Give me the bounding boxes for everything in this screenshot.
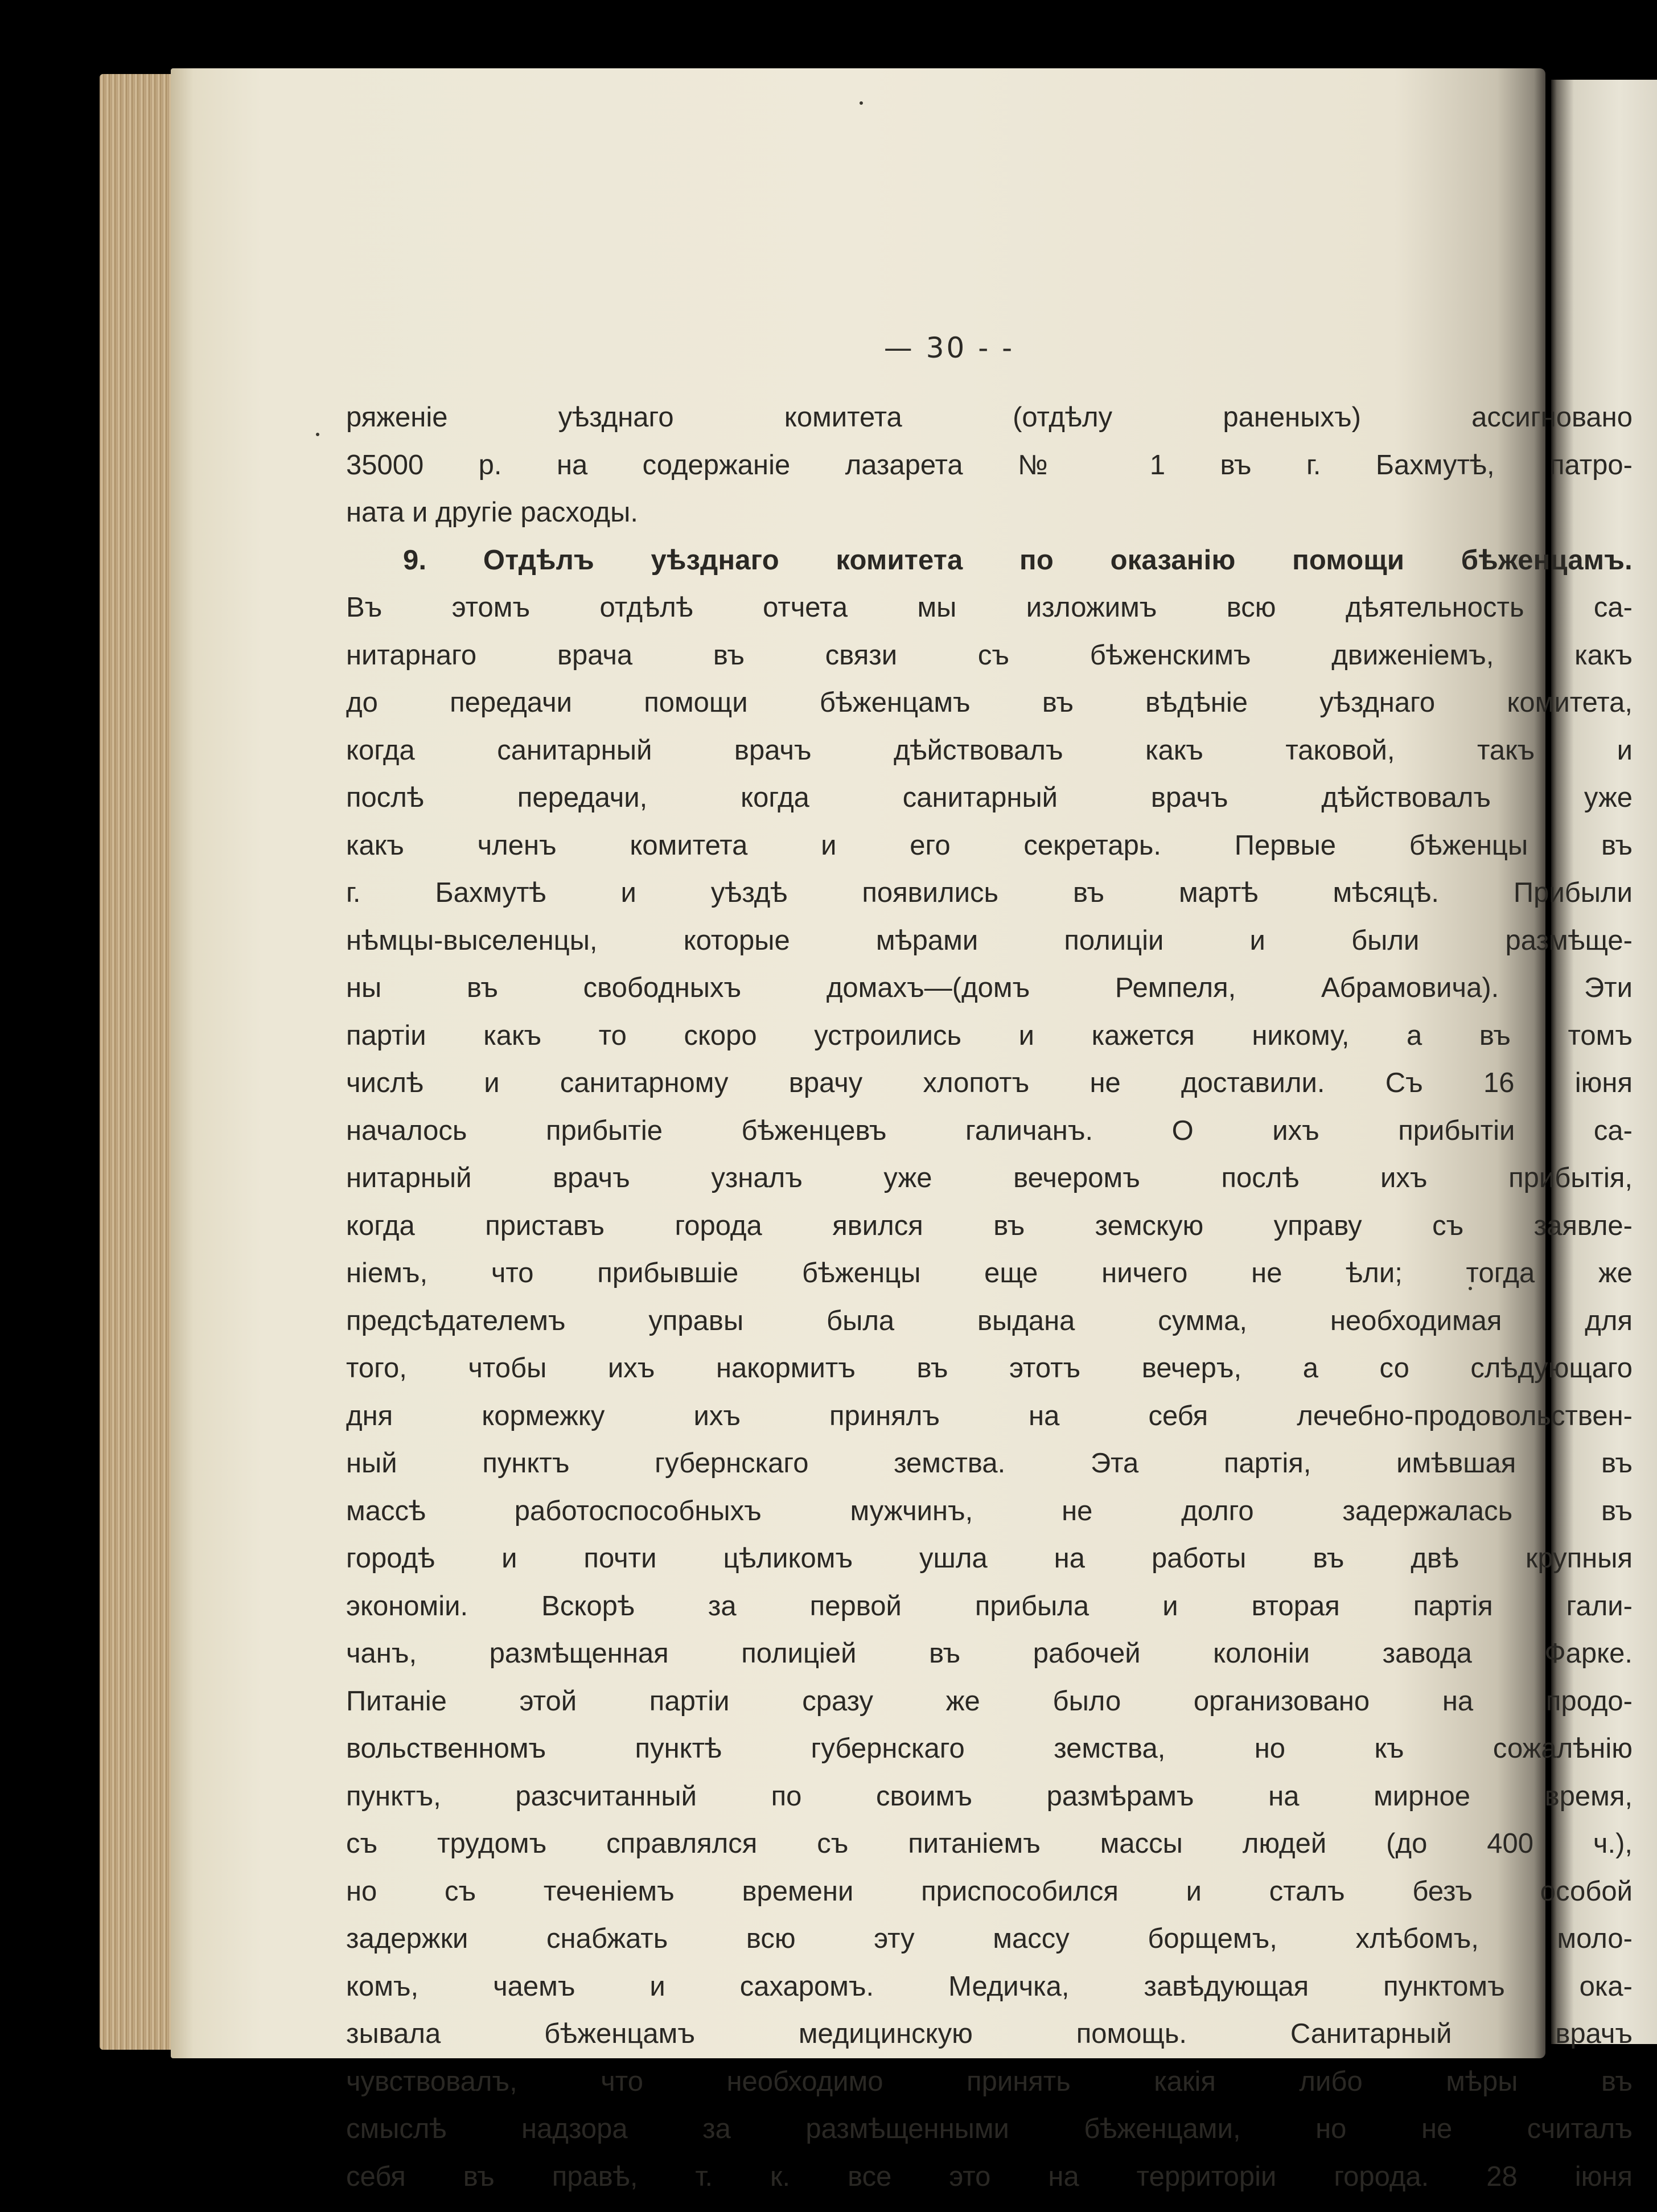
text-line: когда приставъ города явился въ земскую управу съ заявле- (346, 1210, 1633, 1241)
text-line: ряженіе уѣзднаго комитета (отдѣлу раненыхъ) ассигновано (346, 402, 1633, 433)
text-line: партіи какъ то скоро устроились и кажется никому, а въ томъ (346, 1020, 1633, 1051)
text-line: зывала бѣженцамъ медицинскую помощь. Санитарный врачъ (346, 2018, 1633, 2049)
text-line: какъ членъ комитета и его секретарь. Первые бѣженцы въ (346, 830, 1633, 861)
margin-mark (316, 433, 319, 436)
text-line: началось прибытіе бѣженцевъ галичанъ. О ихъ прибытіи са- (346, 1115, 1633, 1146)
text-line: нитарнаго врача въ связи съ бѣженскимъ движеніемъ, какъ (346, 639, 1633, 671)
text-line: Питаніе этой партіи сразу же было организовано на продо- (346, 1685, 1633, 1717)
text-line: городѣ и почти цѣликомъ ушла на работы въ двѣ крупныя (346, 1543, 1633, 1574)
text-line: но съ теченіемъ времени приспособился и сталъ безъ особой (346, 1876, 1633, 1907)
text-line: смыслѣ надзора за размѣщенными бѣженцами, но не считалъ (346, 2113, 1633, 2144)
text-line: ната и другіе расходы. (346, 497, 638, 528)
paper-speck (860, 101, 863, 105)
page-number: — 30 - - (883, 331, 1015, 364)
section-heading: 9. Отдѣлъ уѣзднаго комитета по оказанію помощи бѣженцамъ. (403, 544, 1633, 576)
text-line: 35000 р. на содержаніе лазарета № 1 въ г. Бахмутѣ, патро- (346, 449, 1633, 481)
text-line: пунктъ, разсчитанный по своимъ размѣрамъ на мирное время, (346, 1780, 1633, 1812)
text-line: послѣ передачи, когда санитарный врачъ дѣйствовалъ уже (346, 782, 1633, 813)
text-line: съ трудомъ справлялся съ питаніемъ массы людей (до 400 ч.), (346, 1828, 1633, 1859)
text-line: массѣ работоспособныхъ мужчинъ, не долго задержалась въ (346, 1495, 1633, 1526)
text-line: того, чтобы ихъ накормитъ въ этотъ вечеръ, а со слѣдующаго (346, 1353, 1633, 1384)
text-line: нѣмцы-выселенцы, которые мѣрами полиціи и были размѣще- (346, 925, 1633, 956)
text-line: г. Бахмутѣ и уѣздѣ появились въ мартѣ мѣсяцѣ. Прибыли (346, 877, 1633, 908)
text-line: задержки снабжать всю эту массу борщемъ, хлѣбомъ, моло- (346, 1923, 1633, 1954)
text-line: комъ, чаемъ и сахаромъ. Медичка, завѣдующая пунктомъ ока- (346, 1971, 1633, 2002)
text-line: предсѣдателемъ управы была выдана сумма, необходимая для (346, 1305, 1633, 1336)
text-line: Въ этомъ отдѣлѣ отчета мы изложимъ всю дѣятельность са- (346, 592, 1633, 623)
text-line: до передачи помощи бѣженцамъ въ вѣдѣніе уѣзднаго комитета, (346, 687, 1633, 718)
text-line: нитарный врачъ узналъ уже вечеромъ послѣ ихъ прибытія, (346, 1163, 1633, 1193)
text-line: числѣ и санитарному врачу хлопотъ не доставили. Съ 16 іюня (346, 1068, 1633, 1098)
text-line: когда санитарный врачъ дѣйствовалъ какъ таковой, такъ и (346, 734, 1633, 766)
book-page (171, 68, 1633, 2192)
text-line: вольственномъ пунктѣ губернскаго земства, но къ сожалѣнію (346, 1733, 1633, 1764)
text-line: чанъ, размѣщенная полиціей въ рабочей колоніи завода Фарке. (346, 1638, 1633, 1669)
text-line: себя въ правѣ, т. к. все это на территоріи города. 28 іюня (346, 2161, 1633, 2192)
body-text (346, 394, 1633, 2201)
text-line: дня кормежку ихъ принялъ на себя лечебно-продовольствен- (346, 1400, 1633, 1431)
text-line: чувствовалъ, что необходимо принять какія либо мѣры въ (346, 2066, 1633, 2097)
text-line: ніемъ, что прибывшіе бѣженцы еще ничего не ѣли; тогда же (346, 1258, 1633, 1288)
text-line: ный пунктъ губернскаго земства. Эта партія, имѣвшая въ (346, 1448, 1633, 1479)
text-line: экономіи. Вскорѣ за первой прибыла и вторая партія гали- (346, 1590, 1633, 1622)
text-line: ны въ свободныхъ домахъ—(домъ Ремпеля, Абрамовича). Эти (346, 972, 1633, 1003)
